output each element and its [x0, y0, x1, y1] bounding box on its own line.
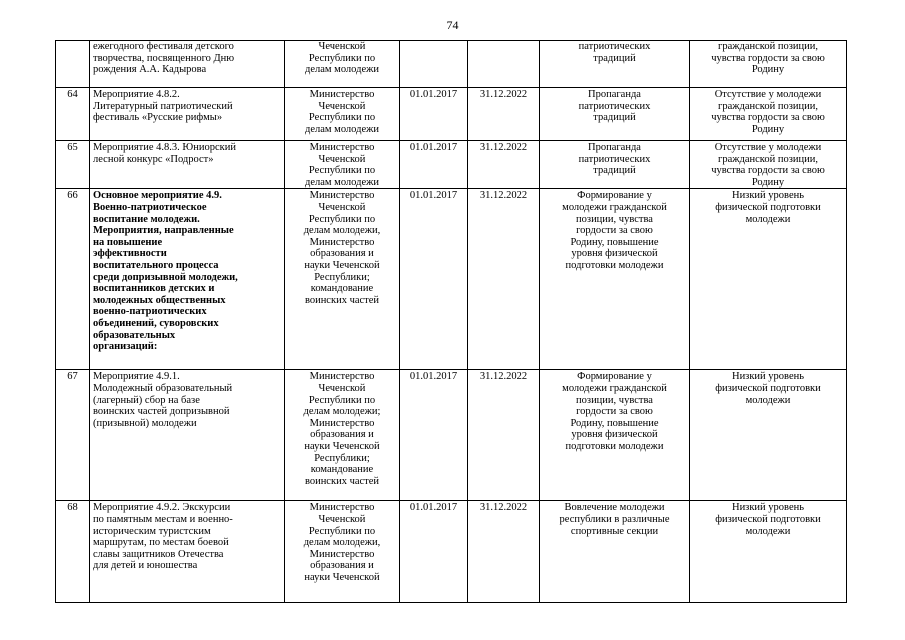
start-date-cell: 01.01.2017	[400, 370, 468, 501]
activity-name-cell: Основное мероприятие 4.9. Военно-патриотическое воспитание молодежи. Мероприятия, направленные на повышение эффективности воспитательного процесса среди допризывной молодежи, воспитанников детских и молодежных общественных военно-патриотических объединений, суворовских образовательных организаций:	[90, 189, 285, 370]
end-date-cell: 31.12.2022	[468, 189, 540, 370]
activity-name-cell: ежегодного фестиваля детского творчества, посвященного Дню рождения А.А. Кадырова	[90, 41, 285, 88]
expected-result-cell: Формирование у молодежи гражданской позиции, чувства гордости за свою Родину, повышение уровня физической подготовки молодежи	[540, 189, 690, 370]
executor-cell: Министерство Чеченской Республики по делам молодежи, Министерство образования и науки Чеченской	[285, 501, 400, 603]
expected-result-cell: Вовлечение молодежи республики в различные спортивные секции	[540, 501, 690, 603]
consequence-cell: Низкий уровень физической подготовки молодежи	[690, 370, 847, 501]
consequence-cell: Отсутствие у молодежи гражданской позиции, чувства гордости за свою Родину	[690, 88, 847, 141]
activity-name-cell: Мероприятие 4.9.1. Молодежный образовательный (лагерный) сбор на базе воинских частей допризывной (призывной) молодежи	[90, 370, 285, 501]
table-body	[56, 41, 847, 603]
expected-result-cell: Пропаганда патриотических традиций	[540, 88, 690, 141]
row-number-cell: 66	[56, 189, 90, 370]
row-number-cell: 65	[56, 141, 90, 189]
row-number-cell: 64	[56, 88, 90, 141]
end-date-cell: 31.12.2022	[468, 88, 540, 141]
table-row	[56, 41, 847, 88]
start-date-cell: 01.01.2017	[400, 189, 468, 370]
row-number-cell: 67	[56, 370, 90, 501]
end-date-cell: 31.12.2022	[468, 501, 540, 603]
start-date-cell	[400, 41, 468, 88]
executor-cell: Министерство Чеченской Республики по делам молодежи	[285, 141, 400, 189]
start-date-cell: 01.01.2017	[400, 501, 468, 603]
table-row	[56, 501, 847, 603]
table-row	[56, 141, 847, 189]
executor-cell: Министерство Чеченской Республики по делам молодежи; Министерство образования и науки Чеченской Республики; командование воинских частей	[285, 370, 400, 501]
end-date-cell: 31.12.2022	[468, 141, 540, 189]
table-row	[56, 370, 847, 501]
row-number-cell: 68	[56, 501, 90, 603]
table-row	[56, 189, 847, 370]
activity-name-cell: Мероприятие 4.8.2. Литературный патриотический фестиваль «Русские рифмы»	[90, 88, 285, 141]
activity-name-cell: Мероприятие 4.9.2. Экскурсии по памятным местам и военно- историческим туристским маршрутам, по местам боевой славы защитников Отечества для детей и юношества	[90, 501, 285, 603]
consequence-cell: гражданской позиции, чувства гордости за свою Родину	[690, 41, 847, 88]
expected-result-cell: Формирование у молодежи гражданской позиции, чувства гордости за свою Родину, повышение уровня физической подготовки молодежи	[540, 370, 690, 501]
executor-cell: Министерство Чеченской Республики по делам молодежи, Министерство образования и науки Чеченской Республики; командование воинских частей	[285, 189, 400, 370]
start-date-cell: 01.01.2017	[400, 141, 468, 189]
executor-cell: Чеченской Республики по делам молодежи	[285, 41, 400, 88]
page-number: 74	[446, 18, 459, 32]
consequence-cell: Отсутствие у молодежи гражданской позиции, чувства гордости за свою Родину	[690, 141, 847, 189]
expected-result-cell: патриотических традиций	[540, 41, 690, 88]
executor-cell: Министерство Чеченской Республики по делам молодежи	[285, 88, 400, 141]
start-date-cell: 01.01.2017	[400, 88, 468, 141]
end-date-cell: 31.12.2022	[468, 370, 540, 501]
expected-result-cell: Пропаганда патриотических традиций	[540, 141, 690, 189]
row-number-cell	[56, 41, 90, 88]
program-table	[55, 40, 847, 603]
consequence-cell: Низкий уровень физической подготовки молодежи	[690, 501, 847, 603]
table-row	[56, 88, 847, 141]
activity-name-cell: Мероприятие 4.8.3. Юниорский лесной конкурс «Подрост»	[90, 141, 285, 189]
end-date-cell	[468, 41, 540, 88]
consequence-cell: Низкий уровень физической подготовки молодежи	[690, 189, 847, 370]
